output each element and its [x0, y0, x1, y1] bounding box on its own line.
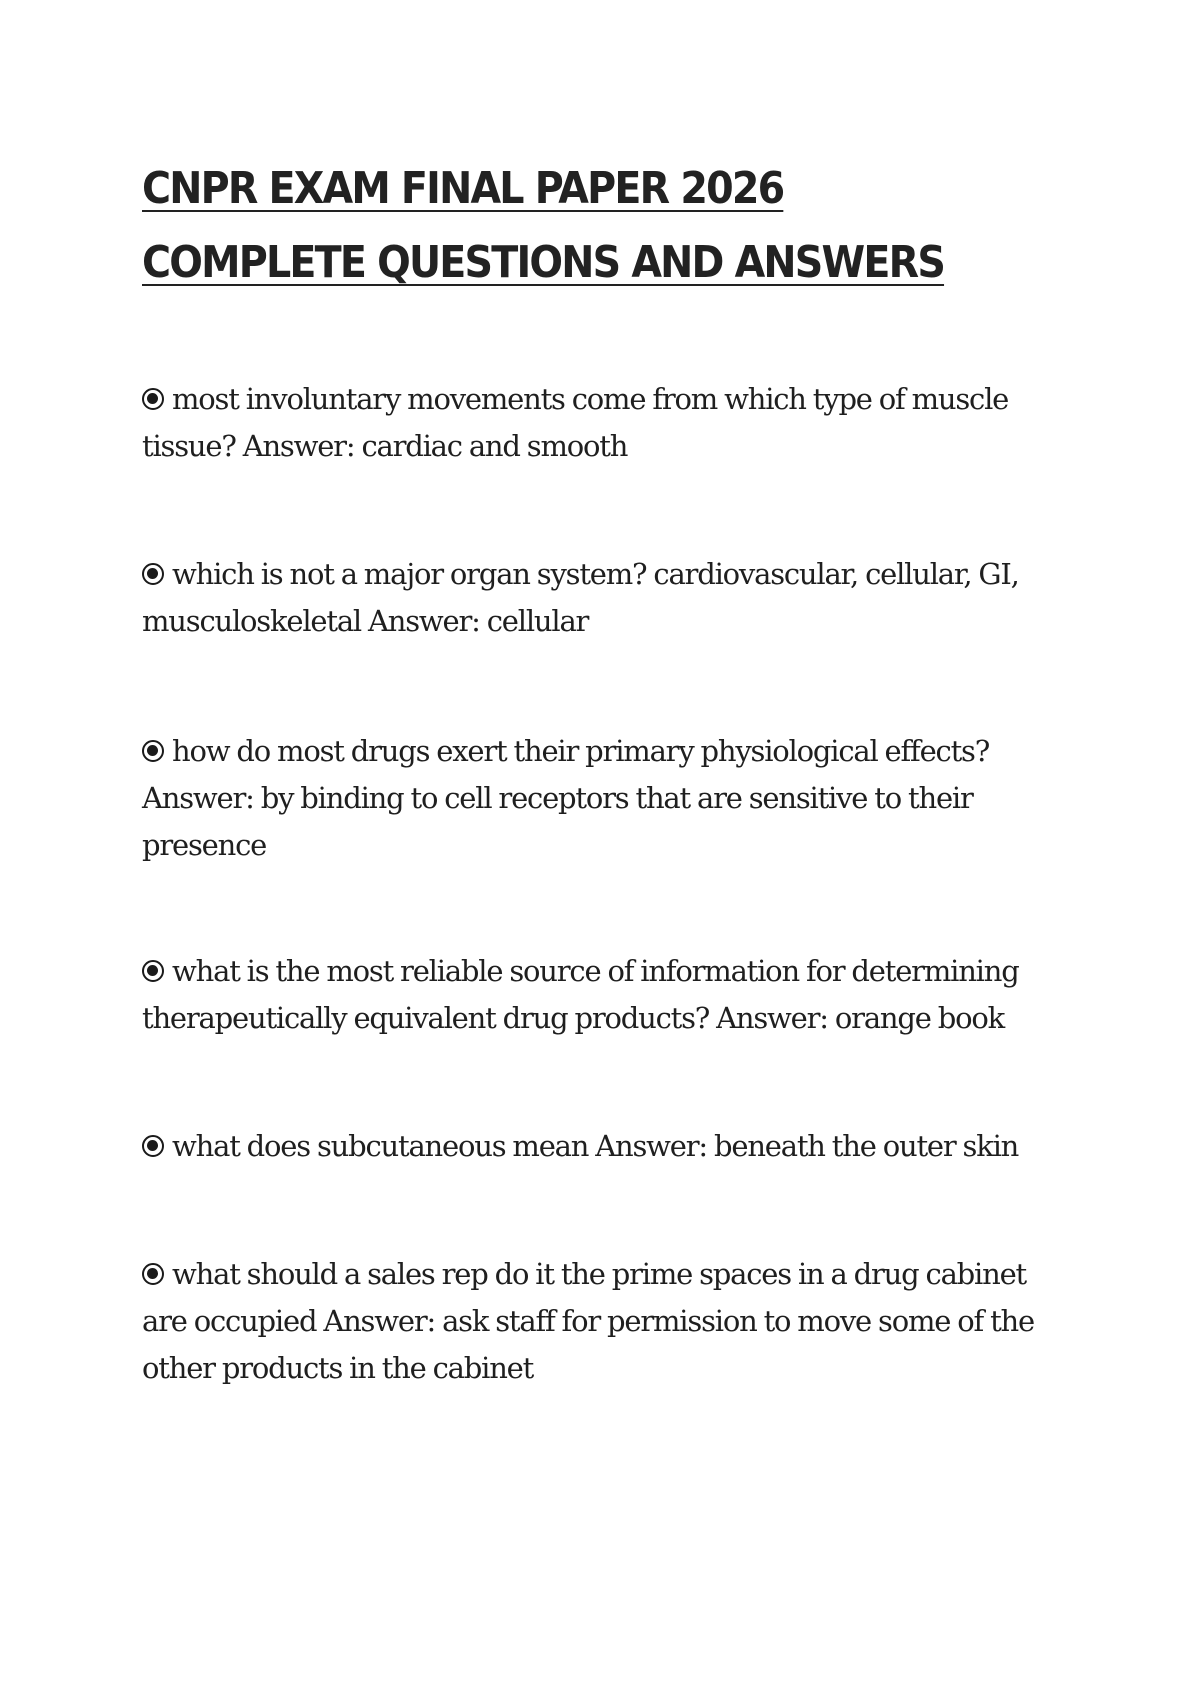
- radio-bullet-icon: [142, 740, 164, 762]
- question-text-6: what should a sales rep do it the prime spaces in a drug cabinet are occupied Answer: ask staff for permission to move some of the other products in the cabinet: [142, 1257, 1034, 1385]
- question-text-3: how do most drugs exert their primary physiological effects? Answer: by binding to cell receptors that are sensitive to their presence: [142, 734, 990, 862]
- question-text-1: most involuntary movements come from which type of muscle tissue? Answer: cardiac and smooth: [142, 382, 1009, 463]
- question-item-2: [142, 551, 1072, 645]
- radio-bullet-icon: [142, 960, 164, 982]
- document-title-text: CNPR EXAM FINAL PAPER 2026 COMPLETE QUESTIONS AND ANSWERS: [142, 163, 945, 288]
- radio-bullet-icon: [142, 388, 164, 410]
- question-text-5: what does subcutaneous mean Answer: beneath the outer skin: [172, 1129, 1019, 1163]
- question-item-4: [142, 948, 1072, 1042]
- question-item-3: [142, 728, 1072, 869]
- question-item-6: [142, 1251, 1072, 1392]
- question-item-5: [142, 1123, 1072, 1170]
- question-text-4: what is the most reliable source of information for determining therapeutically equivalent drug products? Answer: orange book: [142, 954, 1019, 1035]
- radio-bullet-icon: [142, 563, 164, 585]
- radio-bullet-icon: [142, 1263, 164, 1285]
- question-text-2: which is not a major organ system? cardiovascular, cellular, GI, musculoskeletal Answer: cellular: [142, 557, 1019, 638]
- document-title: [142, 152, 952, 300]
- radio-bullet-icon: [142, 1135, 164, 1157]
- question-item-1: [142, 376, 1072, 470]
